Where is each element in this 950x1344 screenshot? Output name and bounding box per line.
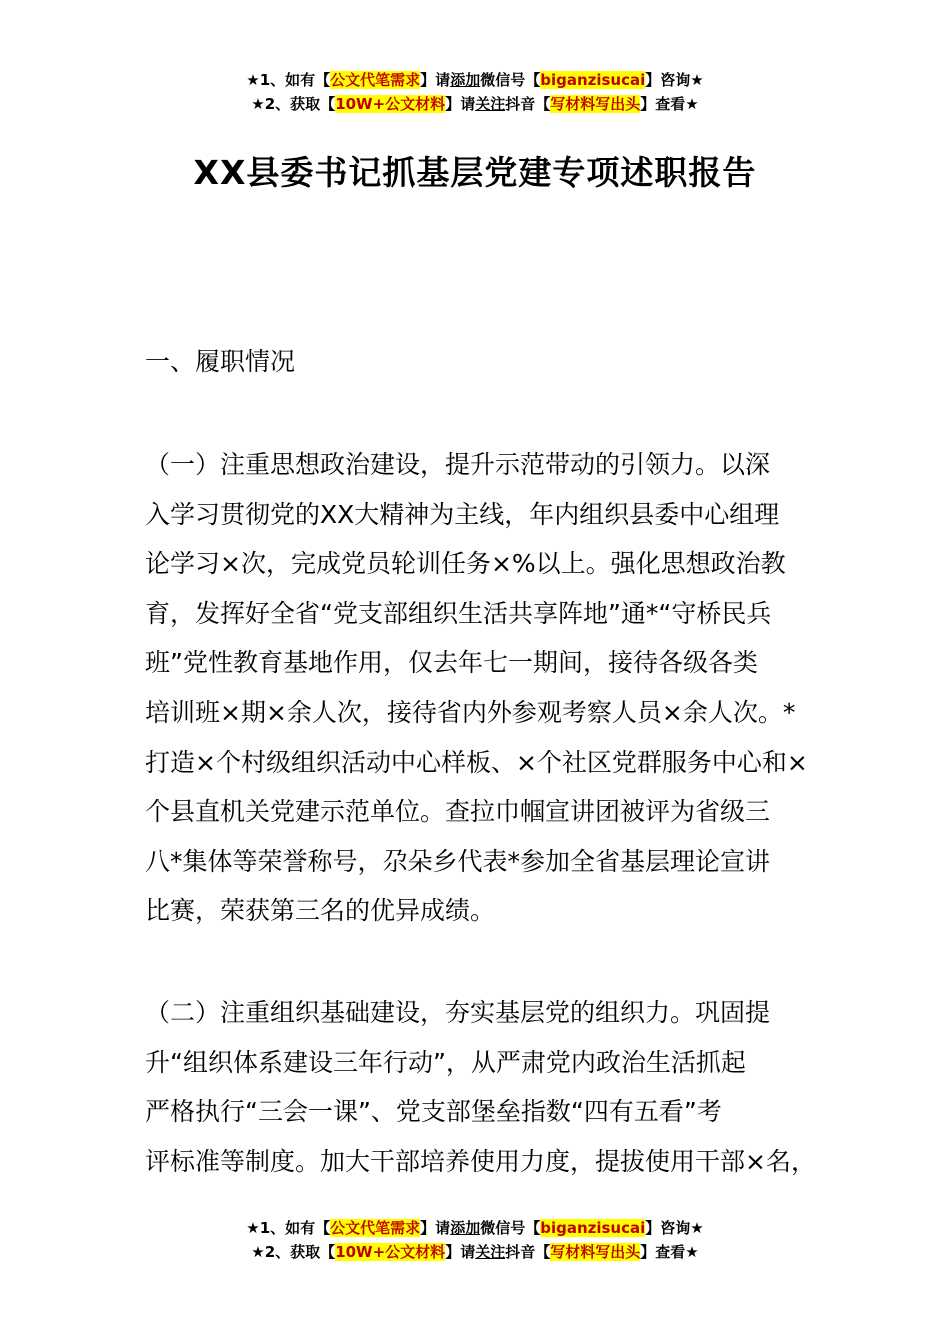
paragraph-line: 论学习×次，完成党员轮训任务×%以上。强化思想政治教 (145, 549, 786, 579)
banner-text: 】咨询★ (645, 1219, 704, 1237)
banner-text: 微信号【 (480, 1219, 541, 1237)
banner-line-2 (0, 1240, 950, 1264)
banner-line-1 (0, 68, 950, 92)
paragraph-line: 八*集体等荣誉称号，尕朵乡代表*参加全省基层理论宣讲 (145, 846, 771, 876)
banner-highlight: 10W+公文材料 (335, 95, 446, 113)
banner-highlight: 写材料写出头 (550, 1243, 641, 1261)
banner-highlight: biganzisucai (540, 71, 646, 89)
paragraph-line: （二）注重组织基础建设，夯实基层党的组织力。巩固提 (145, 998, 771, 1027)
footer-banner (0, 1216, 950, 1264)
banner-text: 】请 (420, 71, 451, 89)
paragraph-2 (145, 988, 815, 1186)
banner-underlined-text: 关注 (475, 1243, 506, 1261)
paragraph-1 (145, 440, 815, 936)
banner-text: 】查看★ (640, 95, 699, 113)
banner-text: ★1、如有【 (246, 1219, 331, 1237)
banner-highlight: 公文代笔需求 (330, 71, 421, 89)
banner-underlined-text: 关注 (475, 95, 506, 113)
banner-text: 抖音【 (505, 1243, 551, 1261)
banner-line-2 (0, 92, 950, 116)
banner-text: 】咨询★ (645, 71, 704, 89)
banner-highlight: 公文代笔需求 (330, 1219, 421, 1237)
document-title: XX县委书记抓基层党建专项述职报告 (193, 153, 757, 192)
paragraph-line: 个县直机关党建示范单位。查拉巾帼宣讲团被评为省级三 (145, 797, 771, 827)
paragraph-line: 评标准等制度。加大干部培养使用力度，提拔使用干部×名， (145, 1146, 816, 1176)
paragraph-line: （一）注重思想政治建设，提升示范带动的引领力。以深 (145, 450, 771, 479)
paragraph-line: 班”党性教育基地作用，仅去年七一期间，接待各级各类 (145, 648, 758, 678)
banner-text: 】请 (420, 1219, 451, 1237)
header-banner (0, 68, 950, 116)
banner-underlined-text: 添加 (450, 71, 481, 89)
paragraph-line: 打造×个村级组织活动中心样板、×个社区党群服务中心和× (145, 747, 808, 777)
paragraph-line: 升“组织体系建设三年行动”，从严肃党内政治生活抓起 (145, 1047, 746, 1077)
paragraph-line: 培训班×期×余人次，接待省内外参观考察人员×余人次。* (145, 697, 796, 727)
banner-text: 】请 (445, 1243, 476, 1261)
banner-highlight: 写材料写出头 (550, 95, 641, 113)
section-heading: 一、履职情况 (145, 347, 296, 376)
banner-text: 抖音【 (505, 95, 551, 113)
banner-text: 】请 (445, 95, 476, 113)
banner-text: ★1、如有【 (246, 71, 331, 89)
banner-text: 】查看★ (640, 1243, 699, 1261)
banner-underlined-text: 添加 (450, 1219, 481, 1237)
paragraph-line: 育，发挥好全省“党支部组织生活共享阵地”通*“守桥民兵 (145, 598, 772, 628)
paragraph-line: 入学习贯彻党的XX大精神为主线，年内组织县委中心组理 (145, 499, 780, 529)
paragraph-line: 比赛，荣获第三名的优异成绩。 (145, 896, 496, 926)
banner-highlight: biganzisucai (540, 1219, 646, 1237)
paragraph-line: 严格执行“三会一课”、党支部堡垒指数“四有五看”考 (145, 1097, 722, 1127)
banner-text: 微信号【 (480, 71, 541, 89)
banner-text: ★2、获取【 (251, 1243, 336, 1261)
banner-text: ★2、获取【 (251, 95, 336, 113)
banner-highlight: 10W+公文材料 (335, 1243, 446, 1261)
banner-line-1 (0, 1216, 950, 1240)
